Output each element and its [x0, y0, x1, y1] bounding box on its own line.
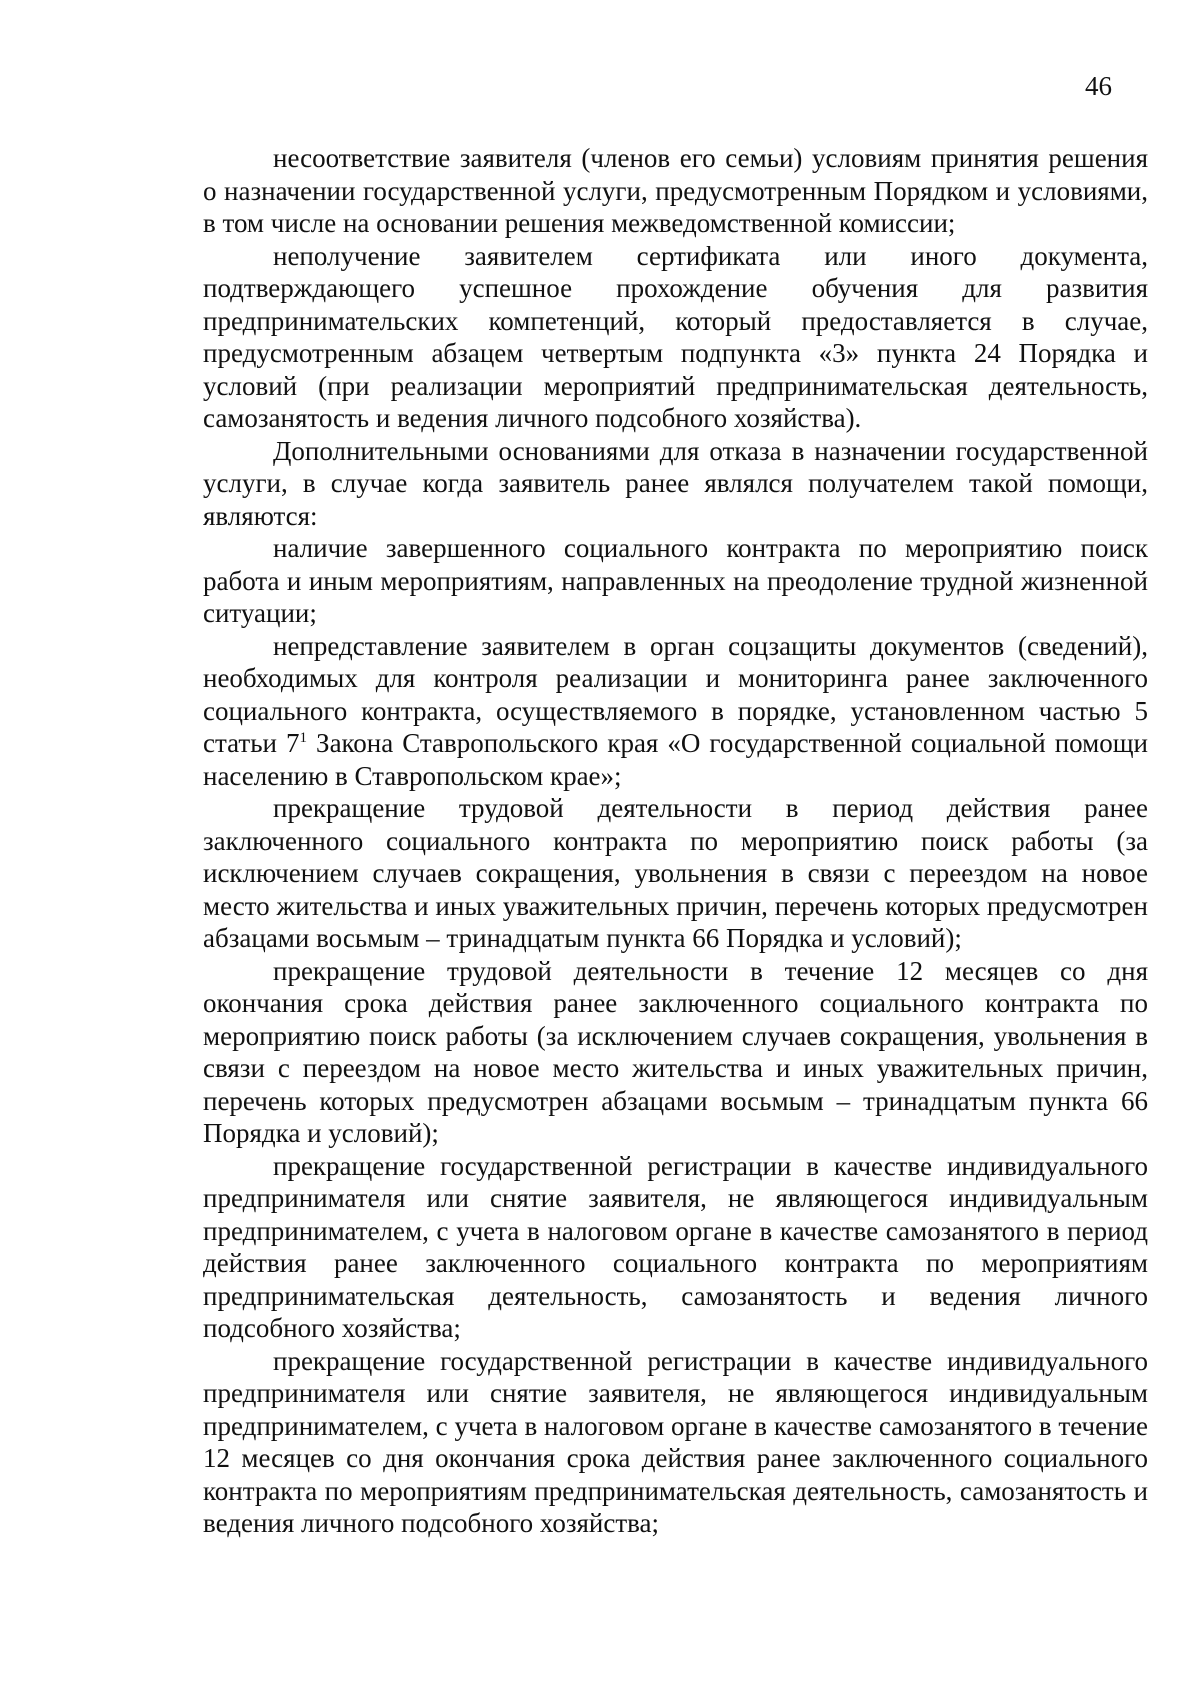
paragraph-6: прекращение трудовой деятельности в период действия ранее заключенного социального контракта по мероприятию поиск работы (за исключением случаев сокращения, увольнения в связи с переездом на новое место жительства и иных уважительных причин, перечень которых предусмотрен абзацами восьмым – тринадцатым пункта 66 Порядка и условий);	[203, 793, 1148, 953]
paragraph-5-text-before: непредставление заявителем в орган соцзащиты документов (сведений), необходимых для контроля реализации и мониторинга ранее заключенного социального контракта, осуществляемого в порядке, установленном частью 5 статьи 7	[203, 630, 1148, 758]
paragraph-4: наличие завершенного социального контракта по мероприятию поиск работа и иным мероприятиям, направленных на преодоление трудной жизненной ситуации;	[203, 533, 1148, 628]
document-body	[203, 142, 1148, 1540]
paragraph-5	[203, 630, 1148, 793]
paragraph-3: Дополнительными основаниями для отказа в назначении государственной услуги, в случае когда заявитель ранее являлся получателем такой помощи, являются:	[203, 435, 1148, 531]
paragraph-9: прекращение государственной регистрации в качестве индивидуального предпринимателя или снятие заявителя, не являющегося индивидуальным предпринимателем, с учета в налоговом органе в качестве самозанятого в течение 12 месяцев со дня окончания срока действия ранее заключенного социального контракта по мероприятиям предпринимательская деятельность, самозанятость и ведения личного подсобного хозяйства;	[203, 1345, 1148, 1538]
page-number: 46	[1085, 71, 1112, 101]
paragraph-2: неполучение заявителем сертификата или иного документа, подтверждающего успешное прохождение обучения для развития предпринимательских компетенций, который предоставляется в случае, предусмотренным абзацем четвертым подпункта «3» пункта 24 Порядка и условий (при реализации мероприятий предпринимательская деятельность, самозанятость и ведения личного подсобного хозяйства).	[203, 240, 1148, 433]
paragraph-7: прекращение трудовой деятельности в течение 12 месяцев со дня окончания срока действия ранее заключенного социального контракта по мероприятию поиск работы (за исключением случаев сокращения, увольнения в связи с переездом на новое место жительства и иных уважительных причин, перечень которых предусмотрен абзацами восьмым – тринадцатым пункта 66 Порядка и условий);	[203, 955, 1148, 1148]
paragraph-1: несоответствие заявителя (членов его семьи) условиям принятия решения о назначении государственной услуги, предусмотренным Порядком и условиями, в том числе на основании решения межведомственной комиссии;	[203, 143, 1148, 238]
paragraph-8: прекращение государственной регистрации в качестве индивидуального предпринимателя или снятие заявителя, не являющегося индивидуальным предпринимателем, с учета в налоговом органе в качестве самозанятого в период действия ранее заключенного социального контракта по мероприятиям предпринимательская деятельность, самозанятость и ведения личного подсобного хозяйства;	[203, 1150, 1148, 1343]
paragraph-5-text-after: Закона Ставропольского края «О государственной социальной помощи населению в Ставропольском крае»;	[203, 728, 1148, 791]
article-superscript: 1	[299, 730, 307, 746]
